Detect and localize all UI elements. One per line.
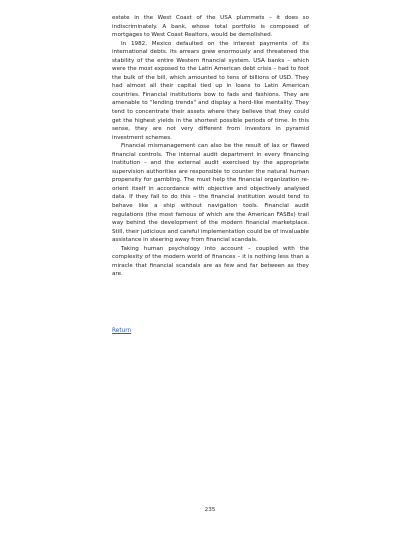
return-link[interactable]: Return xyxy=(112,328,132,334)
page-number: 235 xyxy=(204,507,216,513)
page-body xyxy=(112,14,309,279)
paragraph-continued: estate in the West Coast of the USA plummets – it does so indiscriminately. A bank, whose total portfolio is composed of mortgages to West Coast Realtors, would be demolished. xyxy=(112,15,309,39)
paragraph-mexico-default: In 1982, Mexico defaulted on the interest payments of its international debts. Its arrears grew enormously and threatened the stability of the entire Western financial system. USA banks – which were the most exposed to the Latin American debt crisis – had to foot the bulk of the bill, which amounted to tens of billions of USD. They had almost all their capital tied up in loans to Latin American countries. Financial institutions bow to fads and fashions. They are amenable to "lending trends" and display a herd-like mentality. They tend to concentrate their assets where they believe that they could get the highest yields in the shortest possible periods of time. In this sense, they are not very different from investors in pyramid investment schemes. xyxy=(112,40,309,141)
paragraph-financial-controls: Financial mismanagement can also be the result of lax or flawed financial controls. The internal audit department in every financing institution – and the external audit exercised by the appropriate supervision authorities are responsible to counter the natural human propensity for gambling. The must help the financial organization re-orient itself in accordance with objective and objectively analysed data. If they fail to do this – the financial institution would tend to behave like a ship without navigation tools. Financial audit regulations (the most famous of which are the American FASBs) trail way behind the development of the modern financial marketplace. Still, their judicious and careful implementation could be of invaluable assistance in steering away from financial scandals. xyxy=(112,143,309,244)
paragraph-conclusion: Taking human psychology into account – coupled with the complexity of the modern world of finances – it is nothing less than a miracle that financial scandals are as few and far between as they are. xyxy=(112,245,309,278)
